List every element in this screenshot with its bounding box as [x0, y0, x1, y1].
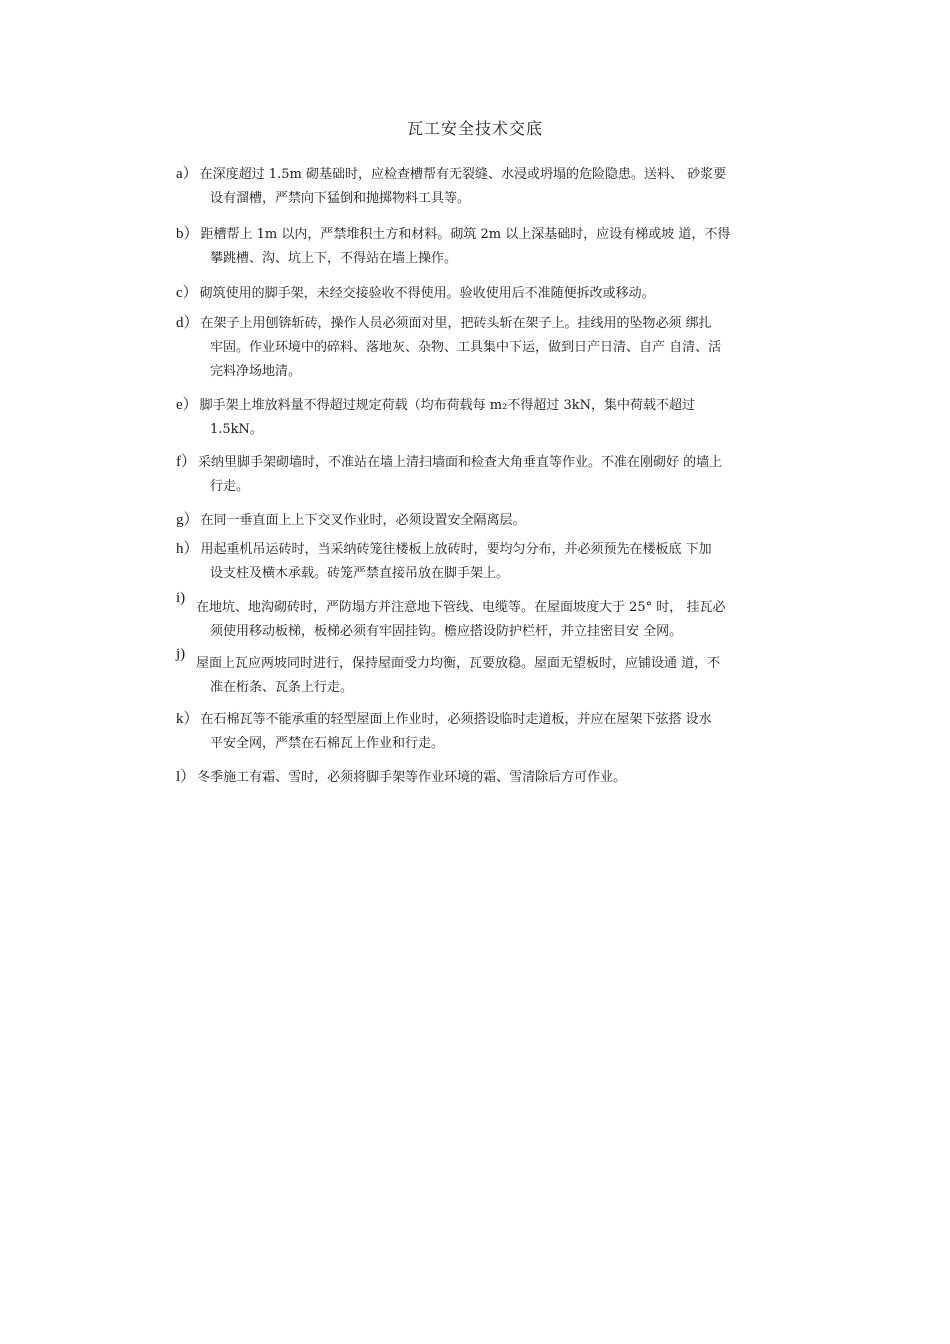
list-item-c [176, 281, 808, 306]
document-title: 瓦工安全技术交底 [406, 119, 543, 138]
item-marker: b） [176, 226, 199, 242]
item-marker: i) [176, 590, 186, 606]
item-text-line1: 脚手架上堆放料量不得超过规定荷载（均布荷载每 m₂不得超过 3kN，集中荷载不超过 [199, 398, 695, 413]
list-item-d [176, 311, 808, 384]
item-text-line1: 屋面上瓦应两坡同时进行，保持屋面受力均衡，瓦要放稳。屋面无望板时，应铺设通 道，不 [196, 656, 721, 671]
item-marker: c） [176, 285, 198, 301]
item-text-line2: 平安全网，严禁在石棉瓦上作业和行走。 [210, 736, 445, 751]
list-item-h [176, 537, 808, 586]
item-text-line1: 在地坑、地沟砌砖时，严防塌方并注意地下管线、电缆等。在屋面坡度大于 25° 时， 挂瓦必 [196, 600, 726, 615]
list-item-l [176, 765, 808, 790]
item-text-line2: 设支柱及横木承载。砖笼严禁直接吊放在脚手架上。 [210, 566, 510, 581]
list-item-j [176, 646, 808, 700]
list-item-k [176, 707, 808, 756]
item-marker: h） [176, 541, 199, 557]
item-text-line1: 距槽帮上 1m 以内，严禁堆积土方和材料。砌筑 2m 以上深基础时，应设有梯或坡 道，不得 [200, 227, 731, 242]
item-text-line2: 1.5kN。 [210, 422, 263, 437]
list-item-e [176, 393, 808, 442]
item-marker: a） [176, 166, 198, 182]
item-marker: l） [176, 769, 196, 785]
item-text-line3: 完料净场地清。 [210, 364, 302, 379]
item-text-line1: 冬季施工有霜、雪时，必须将脚手架等作业环境的霜、雪清除后方可作业。 [197, 770, 627, 785]
list-item-i [176, 590, 808, 644]
item-text-line2: 须使用移动板梯，板梯必须有牢固挂钩。檐应搭设防护栏杆，并立挂密目安 全网。 [210, 624, 683, 639]
item-marker: d） [176, 315, 199, 331]
item-text-line1: 用起重机吊运砖时，当采纳砖笼往楼板上放砖时，要均匀分布，并必须预先在楼板底 下加 [200, 542, 712, 557]
item-text-line2: 准在桁条、瓦条上行走。 [210, 680, 354, 695]
item-marker: j) [176, 646, 186, 662]
list-item-a [176, 162, 808, 211]
item-marker: g） [176, 512, 199, 528]
item-text-line1: 在石棉瓦等不能承重的轻型屋面上作业时，必须搭设临时走道板，并应在屋架下弦搭 设水 [200, 712, 712, 727]
item-text-line1: 砌筑使用的脚手架，未经交接验收不得使用。验收使用后不准随便拆改或移动。 [199, 286, 655, 301]
item-marker: f） [176, 454, 196, 470]
item-text-line2: 行走。 [210, 479, 250, 494]
item-text-line1: 在同一垂直面上上下交叉作业时，必须设置安全隔离层。 [200, 513, 526, 528]
item-marker: e） [176, 397, 198, 413]
item-marker: k） [176, 711, 199, 727]
item-text-line1: 采纳里脚手架砌墙时，不准站在墙上清扫墙面和检查大角垂直等作业。不准在刚砌好 的墙上 [198, 455, 723, 470]
list-item-g [176, 508, 808, 533]
item-text-line1: 在深度超过 1.5m 砌基础时，应检查槽帮有无裂缝、水浸或坍塌的危险隐患。送料、 砂浆要 [199, 167, 727, 182]
list-item-f [176, 450, 808, 499]
item-text-line2: 设有溜槽，严禁向下猛倒和抛掷物料工具等。 [210, 191, 471, 206]
item-text-line1: 在架子上用刨锛斩砖，操作人员必须面对里，把砖头斩在架子上。挂线用的坠物必须 绑扎 [200, 316, 712, 331]
item-text-line2: 攀跳槽、沟、坑上下，不得站在墙上操作。 [210, 251, 458, 266]
list-item-b [176, 222, 808, 271]
item-text-line2: 牢固。作业环境中的碎料、落地灰、杂物、工具集中下运，做到日产日清、自产 自清、活 [210, 340, 722, 355]
